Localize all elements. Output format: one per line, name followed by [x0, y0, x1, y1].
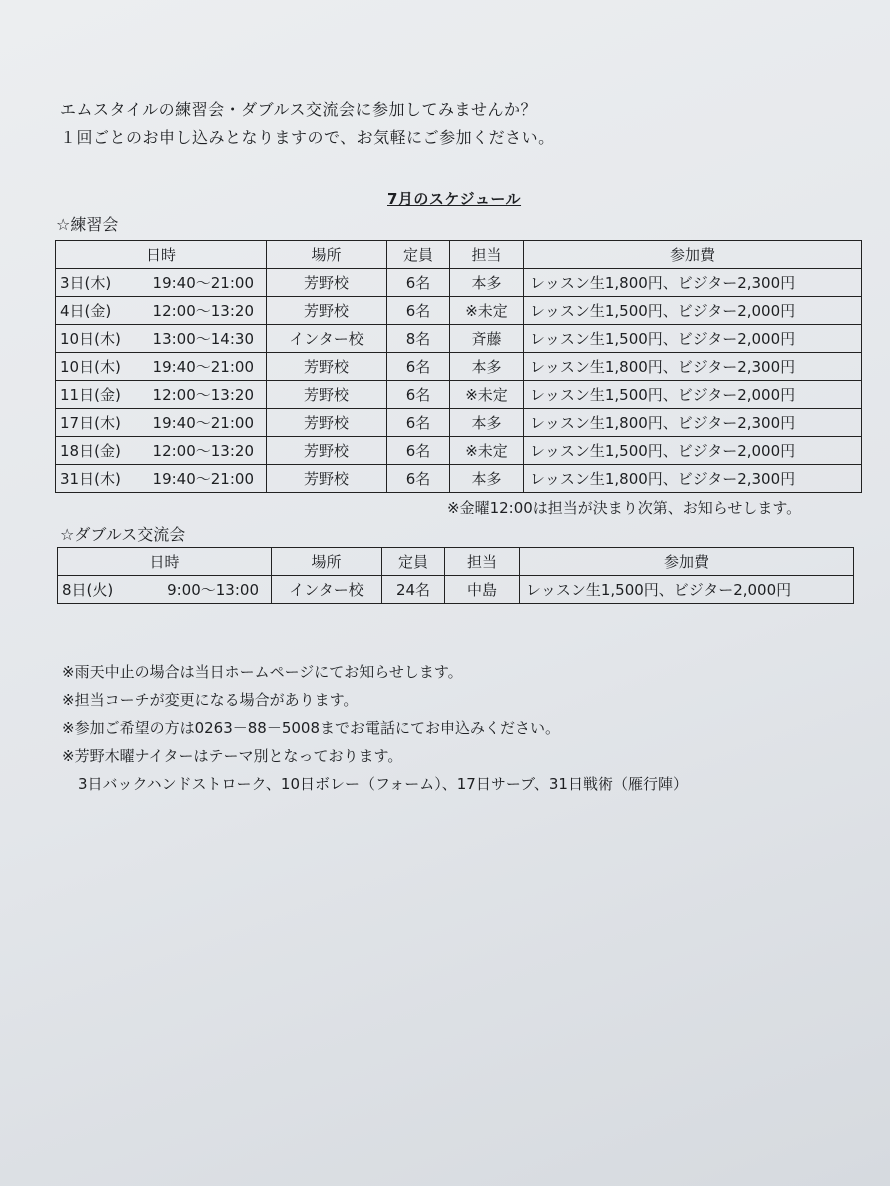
cell-time: 13:00～14:30 — [152, 330, 254, 348]
cell-day: 10日(木) — [60, 330, 121, 348]
cell-time: 12:00～13:20 — [152, 442, 254, 460]
table-row — [56, 465, 862, 493]
cell-datetime — [56, 409, 267, 437]
header-coach: 担当 — [450, 241, 524, 269]
note-coach-change: ※担当コーチが変更になる場合があります。 — [62, 691, 359, 709]
cell-time: 19:40～21:00 — [152, 358, 254, 376]
cell-fee: レッスン生1,800円、ビジター2,300円 — [524, 353, 862, 381]
note-rain: ※雨天中止の場合は当日ホームページにてお知らせします。 — [62, 663, 463, 681]
cell-day: 18日(金) — [60, 442, 121, 460]
cell-datetime — [56, 297, 267, 325]
cell-place: 芳野校 — [267, 437, 387, 465]
header-datetime: 日時 — [56, 241, 267, 269]
cell-coach: ※未定 — [450, 381, 524, 409]
cell-day: 31日(木) — [60, 470, 121, 488]
cell-fee: レッスン生1,800円、ビジター2,300円 — [524, 465, 862, 493]
intro-line-1: エムスタイルの練習会・ダブルス交流会に参加してみませんか？ — [60, 100, 538, 119]
doubles-table — [57, 547, 854, 604]
header-place: 場所 — [272, 548, 382, 576]
cell-fee: レッスン生1,500円、ビジター2,000円 — [520, 576, 854, 604]
header-fee: 参加費 — [524, 241, 862, 269]
friday-note: ※金曜12:00は担当が決まり次第、お知らせします。 — [447, 499, 802, 517]
cell-place: 芳野校 — [267, 269, 387, 297]
cell-capacity: 24名 — [382, 576, 445, 604]
table-row — [56, 269, 862, 297]
table-row — [56, 437, 862, 465]
cell-capacity: 6名 — [387, 269, 450, 297]
cell-datetime — [56, 353, 267, 381]
cell-datetime — [56, 325, 267, 353]
cell-capacity: 6名 — [387, 437, 450, 465]
cell-time: 19:40～21:00 — [152, 470, 254, 488]
cell-capacity: 6名 — [387, 409, 450, 437]
note-theme: ※芳野木曜ナイターはテーマ別となっております。 — [62, 747, 403, 765]
cell-day: 4日(金) — [60, 302, 112, 320]
note-theme-detail: 3日バックハンドストローク、10日ボレー（フォーム）、17日サーブ、31日戦術（雁行陣） — [78, 775, 688, 793]
cell-coach: ※未定 — [450, 437, 524, 465]
cell-time: 19:40～21:00 — [152, 414, 254, 432]
header-place: 場所 — [267, 241, 387, 269]
cell-time: 19:40～21:00 — [152, 274, 254, 292]
practice-header-row — [56, 241, 862, 269]
cell-day: 11日(金) — [60, 386, 121, 404]
cell-day: 17日(木) — [60, 414, 121, 432]
cell-coach: 本多 — [450, 465, 524, 493]
cell-place: 芳野校 — [267, 381, 387, 409]
intro-line-2: １回ごとのお申し込みとなりますので、お気軽にご参加ください。 — [60, 128, 555, 147]
cell-datetime — [56, 437, 267, 465]
table-row — [56, 409, 862, 437]
cell-fee: レッスン生1,500円、ビジター2,000円 — [524, 381, 862, 409]
cell-time: 12:00～13:20 — [152, 386, 254, 404]
table-row — [56, 381, 862, 409]
cell-datetime — [58, 576, 272, 604]
practice-section-label: ☆練習会 — [56, 215, 119, 234]
header-capacity: 定員 — [382, 548, 445, 576]
cell-place: インター校 — [272, 576, 382, 604]
table-row — [56, 353, 862, 381]
header-capacity: 定員 — [387, 241, 450, 269]
cell-coach: ※未定 — [450, 297, 524, 325]
cell-day: 10日(木) — [60, 358, 121, 376]
schedule-title: 7月のスケジュール — [387, 190, 522, 208]
header-coach: 担当 — [445, 548, 520, 576]
cell-fee: レッスン生1,800円、ビジター2,300円 — [524, 269, 862, 297]
cell-capacity: 6名 — [387, 465, 450, 493]
cell-datetime — [56, 465, 267, 493]
cell-fee: レッスン生1,800円、ビジター2,300円 — [524, 409, 862, 437]
table-row — [58, 576, 854, 604]
header-fee: 参加費 — [520, 548, 854, 576]
cell-capacity: 6名 — [387, 353, 450, 381]
header-datetime: 日時 — [58, 548, 272, 576]
cell-time: 9:00～13:00 — [167, 581, 259, 599]
cell-time: 12:00～13:20 — [152, 302, 254, 320]
cell-day: 3日(木) — [60, 274, 112, 292]
cell-capacity: 6名 — [387, 297, 450, 325]
intro-text — [60, 96, 555, 152]
cell-coach: 中島 — [445, 576, 520, 604]
cell-capacity: 8名 — [387, 325, 450, 353]
cell-coach: 本多 — [450, 269, 524, 297]
cell-fee: レッスン生1,500円、ビジター2,000円 — [524, 297, 862, 325]
cell-place: 芳野校 — [267, 465, 387, 493]
doubles-header-row — [58, 548, 854, 576]
cell-place: 芳野校 — [267, 409, 387, 437]
cell-day: 8日(火) — [62, 581, 114, 599]
practice-table — [55, 240, 862, 493]
cell-place: 芳野校 — [267, 297, 387, 325]
notes-list — [62, 658, 688, 798]
table-row — [56, 297, 862, 325]
cell-place: 芳野校 — [267, 353, 387, 381]
doubles-section-label: ☆ダブルス交流会 — [60, 525, 186, 544]
cell-datetime — [56, 269, 267, 297]
cell-fee: レッスン生1,500円、ビジター2,000円 — [524, 437, 862, 465]
cell-coach: 本多 — [450, 409, 524, 437]
cell-fee: レッスン生1,500円、ビジター2,000円 — [524, 325, 862, 353]
cell-coach: 斉藤 — [450, 325, 524, 353]
cell-capacity: 6名 — [387, 381, 450, 409]
cell-datetime — [56, 381, 267, 409]
table-row — [56, 325, 862, 353]
cell-place: インター校 — [267, 325, 387, 353]
cell-coach: 本多 — [450, 353, 524, 381]
note-phone: ※参加ご希望の方は0263－88－5008までお電話にてお申込みください。 — [62, 719, 561, 737]
